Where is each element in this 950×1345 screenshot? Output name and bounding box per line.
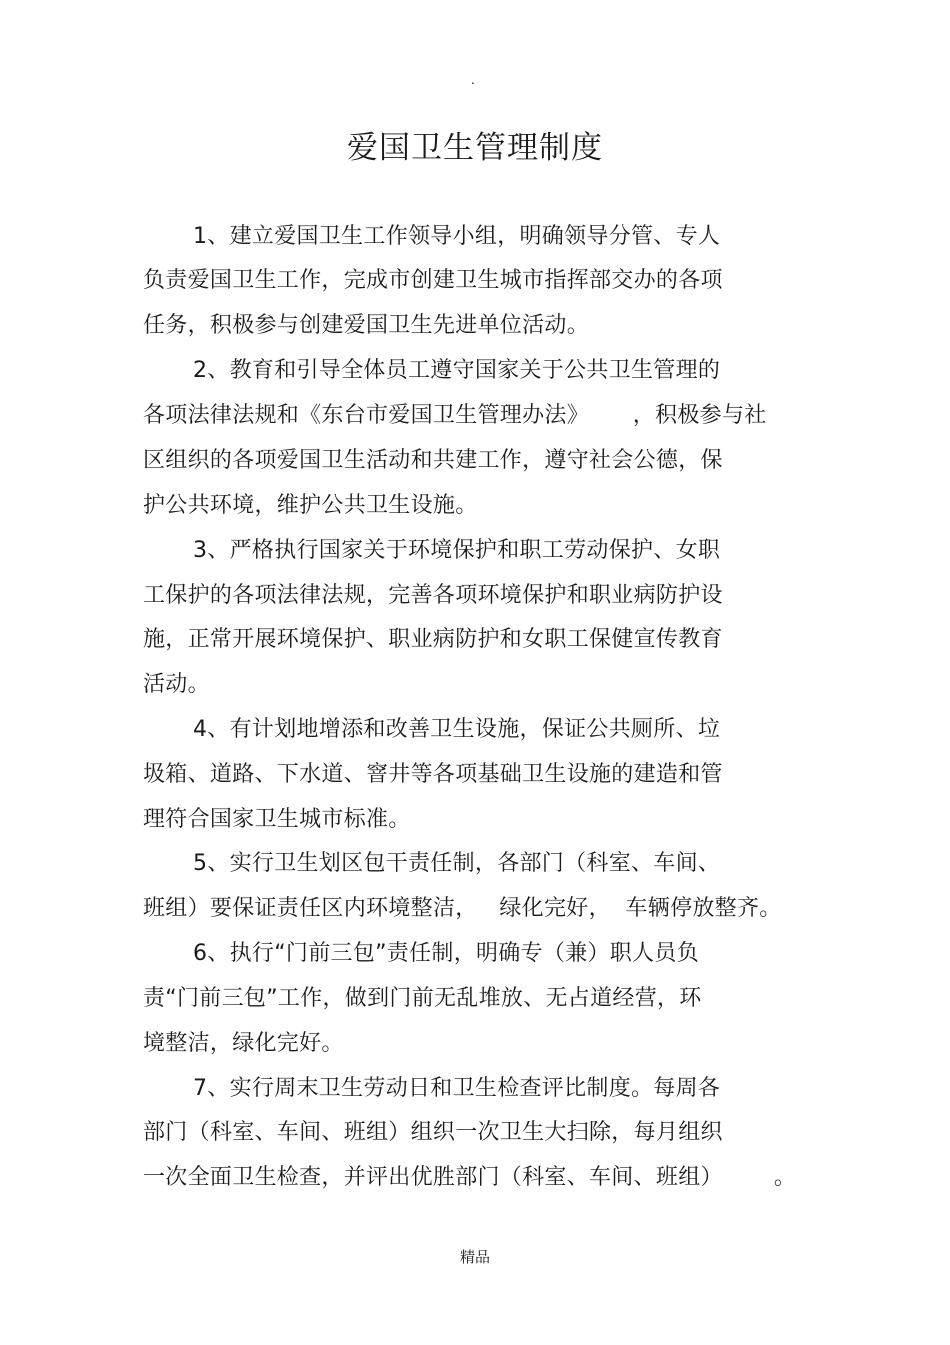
paragraph-7-line-2: 部门（科室、车间、班组）组织一次卫生大扫除，每月组织 (143, 1120, 723, 1145)
paragraph-1-line-1: 1、建立爱国卫生工作领导小组，明确领导分管、专人 (193, 224, 721, 249)
page-footer: 精品 (459, 1248, 490, 1266)
paragraph-5-line-2: 班组）要保证责任区内环境整洁， 绿化完好， 车辆停放整齐。 (143, 896, 782, 921)
paragraph-6-line-3: 境整洁，绿化完好。 (143, 1031, 344, 1056)
paragraph-2-line-4: 护公共环境，维护公共卫生设施。 (143, 493, 478, 518)
paragraph-7-line-1: 7、实行周末卫生劳动日和卫生检查评比制度。每周各 (193, 1076, 721, 1101)
paragraph-1-line-3: 任务，积极参与创建爱国卫生先进单位活动。 (143, 313, 590, 338)
document-title: 爱国卫生管理制度 (347, 130, 603, 166)
paragraph-3-line-1: 3、严格执行国家关于环境保护和职工劳动保护、女职 (193, 538, 721, 563)
paragraph-2-line-1: 2、教育和引导全体员工遵守国家关于公共卫生管理的 (193, 358, 721, 383)
paragraph-2-line-2: 各项法律法规和《东台市爱国卫生管理办法》 ，积极参与社 (143, 403, 767, 428)
paragraph-1-line-2: 负责爱国卫生工作，完成市创建卫生城市指挥部交办的各项 (143, 268, 723, 293)
paragraph-3-line-4: 活动。 (143, 672, 210, 697)
paragraph-4-line-1: 4、有计划地增添和改善卫生设施，保证公共厕所、垃 (193, 717, 721, 742)
paragraph-5-line-1: 5、实行卫生划区包干责任制，各部门（科室、车间、 (193, 851, 721, 876)
paragraph-3-line-3: 施，正常开展环境保护、职业病防护和女职工保健宣传教育 (143, 627, 723, 652)
paragraph-4-line-3: 理符合国家卫生城市标准。 (143, 807, 411, 832)
paragraph-2-line-3: 区组织的各项爱国卫生活动和共建工作，遵守社会公德，保 (143, 448, 723, 473)
paragraph-3-line-2: 工保护的各项法律法规，完善各项环境保护和职业病防护设 (143, 583, 723, 608)
paragraph-7-line-3: 一次全面卫生检查，并评出优胜部门（科室、车间、班组） 。 (143, 1165, 797, 1190)
header-dot: . (471, 73, 475, 87)
paragraph-6-line-1: 6、执行“门前三包”责任制，明确专（兼）职人员负 (193, 941, 699, 966)
paragraph-6-line-2: 责“门前三包”工作，做到门前无乱堆放、无占道经营，环 (143, 986, 702, 1011)
paragraph-4-line-2: 圾箱、道路、下水道、窨井等各项基础卫生设施的建造和管 (143, 762, 723, 787)
